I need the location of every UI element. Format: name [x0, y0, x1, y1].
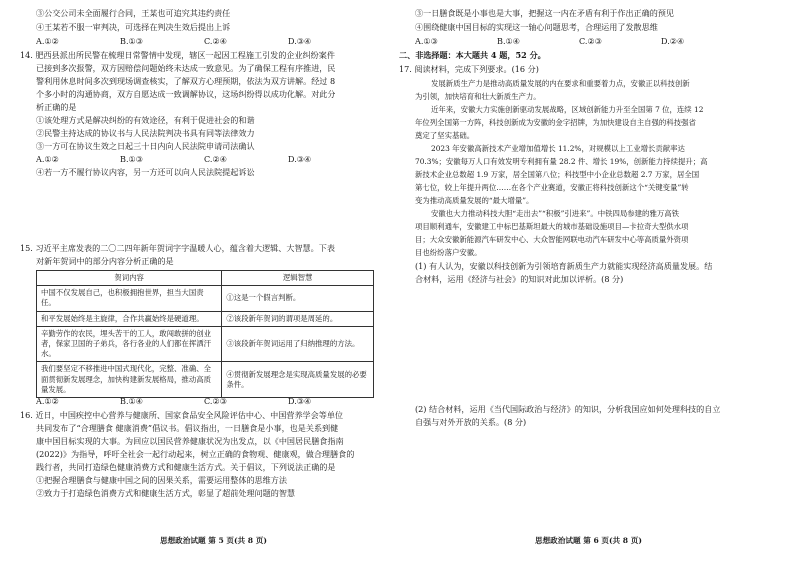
q17-material-line: 变为推动高质量发展的“最大增量”。 — [415, 196, 534, 205]
q15-stem-line: 对新年贺词中的部分内容分析正确的是 — [36, 256, 174, 266]
answer-space-1 — [417, 290, 787, 400]
q16-option-3: ③一日膳食既是小事也是大事，把握这一内在矛盾有利于作出正确的预见 — [415, 8, 675, 18]
q13-choice-b: B.①③ — [120, 36, 144, 46]
q14-stem-line: 个多小时的沟通协商，双方自愿达成一致调解协议，这场纠纷得以成功化解。对此分 — [36, 89, 336, 99]
q17-material-line: 2023 年安徽高新技术产业增加值增长 11.2%，对规模以上工业增长贡献率达 — [431, 144, 685, 153]
page-footer: 思想政治试题 第 6 页(共 8 页) — [535, 536, 642, 545]
q17-material-line: 近年来，安徽大力实施创新驱动发展战略，区域创新能力升至全国第 7 位，连续 12 — [431, 105, 704, 114]
table-row — [37, 362, 374, 398]
q14-choice-d: D.③④ — [288, 154, 312, 164]
q17-material-line: 项目顺利通车，安徽建工中标巴基斯坦最大的城市基础设施项目—卡拉奇大型供水项 — [415, 222, 689, 231]
table-row — [37, 286, 374, 311]
q14-stem-line: 已接到多次报警，双方因赔偿问题始终未达成一致意见。为了确保工程有序推进，民 — [36, 63, 336, 73]
q16-stem-line: 康中国目标实现的大事。为回应以国民营养健康状况为出发点，以《中国居民膳食指南 — [36, 436, 344, 446]
q14-stem-line: 析正确的是 — [36, 102, 77, 112]
table-cell-content: 我们要坚定不移推进中国式现代化，完整、准确、全面贯彻新发展理念，加快构建新发展格局，推动高质量发展。 — [37, 362, 222, 398]
q16-stem-line: 16. 近日，中国疾控中心营养与健康所、国家食品安全风险评估中心、中国营养学会等单位 — [20, 410, 344, 420]
q17-material-line: 发展新质生产力是推动高质量发展的内在要求和重要着力点，安徽正以科技创新 — [431, 79, 690, 88]
q14-stem-line: 14. 肥西县派出所民警在梳理日常警情中发现，辖区一起因工程施工引发的企业纠纷案件 — [20, 50, 335, 60]
q17-material-line: 目；大众安徽新能源汽车研发中心、大众智能网联电动汽车研发中心等高质量外资项 — [415, 235, 689, 244]
q17-material-line: 年位列全国第一方阵，科技创新成为安徽的金字招牌，为加快建设自主自强的科技强省 — [415, 118, 696, 127]
q17-material-line: 第七位，较上年提升两位……在各个产业赛道，安徽正将科技创新这个“关键变量”转 — [415, 183, 689, 192]
q14-option-3: ③一方可在协议生效之日起三十日内向人民法院申请司法确认 — [36, 141, 255, 151]
table-cell-logic: ④贯彻新发展理念是实现高质量发展的必要条件。 — [222, 362, 374, 398]
q17-sub1-line: 合材料，运用《经济与社会》的知识对此加以评析。(8 分) — [415, 274, 624, 284]
q15-choice-b: B.①④ — [120, 396, 144, 406]
table-cell-logic: ③该段新年贺词运用了归纳推理的方法。 — [222, 326, 374, 362]
table-cell-logic: ②该段新年贺词的谓项是周延的。 — [222, 311, 374, 326]
q13-choice-c: C.②④ — [204, 36, 227, 46]
q16-choice-b: B.①④ — [497, 36, 521, 46]
table-cell-content: 辛勤劳作的农民，埋头苦干的工人，敢闯敢拼的创业者，保家卫国的子弟兵，各行各业的人们都在挥洒汗水。 — [37, 326, 222, 362]
table-row — [37, 311, 374, 326]
q16-stem-line: 践行者，共同打造绿色健康消费方式和健康生活方式。关于倡议，下列说法正确的是 — [36, 462, 336, 472]
q16-option-4: ④围绕健康中国目标的实现这一轴心问题思考，合理运用了发散思维 — [415, 22, 658, 32]
q17-heading: 17. 阅读材料，完成下列要求。(16 分) — [399, 64, 539, 74]
table-cell-content: 和平发展始终是主旋律，合作共赢始终是硬道理。 — [37, 311, 222, 326]
table-cell-logic: ①这是一个假言判断。 — [222, 286, 374, 311]
q14-stem-line: 警利用休息时间多次到现场调查核实，了解双方心理预期，依法为双方讲解。经过 8 — [36, 76, 336, 86]
q17-sub1-line: (1) 有人认为，安徽以科技创新为引领培育新质生产力就能实现经济高质量发展。结 — [415, 261, 713, 271]
right-page — [397, 0, 794, 561]
q15-choice-d: D.③④ — [288, 396, 312, 406]
q17-sub2-line: 自强与对外开放的关系。(8 分) — [415, 417, 527, 427]
q16-choice-c: C.②③ — [579, 36, 602, 46]
q13-choice-d: D.③④ — [288, 36, 312, 46]
q16-stem-line: (2022)》为指导，呼吁全社会一起行动起来，树立正确的食物观、健康观，做合理膳食的 — [36, 449, 355, 459]
q15-table — [36, 270, 374, 398]
section-heading: 二、非选择题：本大题共 4 题，52 分。 — [399, 50, 546, 60]
q14-option-2: ②民警主持达成的协议书与人民法院判决书具有同等法律效力 — [36, 128, 255, 138]
q15-choice-c: C.②③ — [204, 396, 227, 406]
q17-material-line: 奠定了坚实基础。 — [415, 131, 475, 140]
q16-option-2: ②致力于打造绿色消费方式和健康生活方式，彰显了超前处理问题的智慧 — [36, 488, 296, 498]
q16-choice-a: A.①③ — [415, 36, 438, 46]
q13-option-4: ④王某若不服一审判决，可选择在判决生效后提出上诉 — [36, 22, 231, 32]
q17-material-line: 为引领，加快培育和壮大新质生产力。 — [415, 92, 541, 101]
q13-option-3: ③公交公司未全面履行合同，王某也可追究其违约责任 — [36, 8, 231, 18]
q14-option-4: ④若一方不履行协议内容，另一方还可以向人民法院提起诉讼 — [36, 167, 255, 177]
q17-material-line: 新技术企业总数超 1.9 万家，居全国第八位；科技型中小企业总数超 2.7 万家，居全国 — [415, 170, 700, 179]
q17-material-line: 安徽也大力推动科技大胆“走出去”“积极”引进来”。中铁四局参建的雅万高铁 — [431, 209, 680, 218]
q14-choice-c: C.②④ — [204, 154, 227, 164]
page-footer: 思想政治试题 第 5 页(共 8 页) — [160, 536, 267, 545]
q17-sub2-line: (2) 结合材料，运用《当代国际政治与经济》的知识，分析我国应如何处理科技的自立 — [415, 404, 721, 414]
q14-option-1: ①该处理方式是解决纠纷的有效途径，有利于促进社会的和谐 — [36, 115, 255, 125]
q16-choice-d: D.②④ — [661, 36, 685, 46]
table-row — [37, 326, 374, 362]
q15-stem-line: 15. 习近平主席发表的二〇二四年新年贺词字字温暖人心，蕴含着大逻辑、大智慧。下表 — [20, 243, 335, 253]
q15-choice-a: A.①② — [36, 396, 59, 406]
q17-material-line: 目也纷纷落户安徽。 — [415, 248, 482, 257]
table-cell-content: 中国不仅发展自己，也积极拥抱世界，担当大国责任。 — [37, 286, 222, 311]
answer-space-2 — [417, 432, 787, 527]
q17-material-line: 70.3%；安徽每万人口有效发明专利拥有量 28.2 件、增长 19%，创新能力持续提升；高 — [415, 157, 708, 166]
table-header-logic: 逻辑智慧 — [222, 271, 374, 286]
q13-choice-a: A.①② — [36, 36, 59, 46]
table-header-row — [37, 271, 374, 286]
table-header-content: 贺词内容 — [37, 271, 222, 286]
q14-choice-a: A.①② — [36, 154, 59, 164]
q14-choice-b: B.①③ — [120, 154, 144, 164]
q16-stem-line: 共同发布了“合理膳食 健康消费”倡议书。倡议指出，一日膳食是小事，也是关系到健 — [36, 423, 339, 433]
q16-option-1: ①把握合理膳食与健康中国之间的因果关系，需要运用整体的思维方法 — [36, 475, 287, 485]
